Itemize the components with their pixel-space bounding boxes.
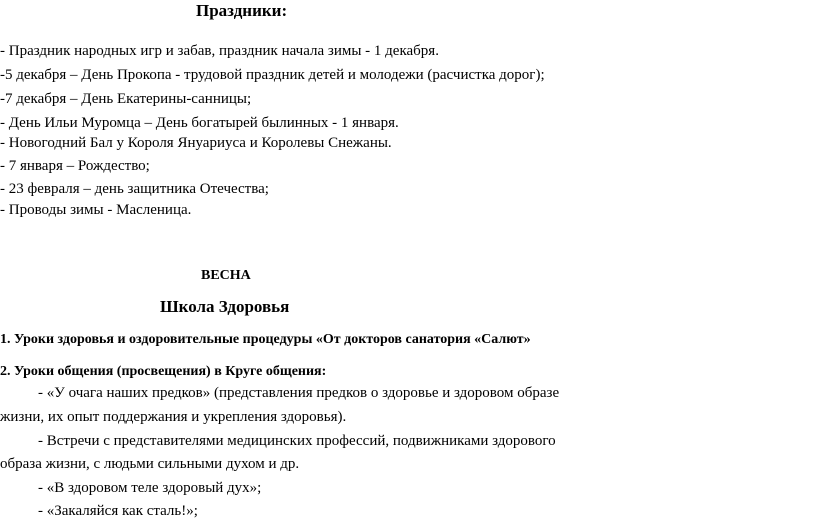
list-item: образа жизни, с людьми сильными духом и др.	[0, 456, 300, 472]
holiday-item: - 23 февраля – день защитника Отечества;	[0, 181, 269, 197]
holiday-item: - Новогодний Бал у Короля Януариуса и Королевы Снежаны.	[0, 135, 392, 151]
list-item: - «У очага наших предков» (представления предков о здоровье и здоровом образе	[38, 385, 560, 401]
list-item: жизни, их опыт поддержания и укрепления здоровья).	[0, 409, 347, 425]
holiday-item: - 7 января – Рождество;	[0, 158, 150, 174]
holiday-item: - День Ильи Муромца – День богатырей былинных - 1 января.	[0, 115, 399, 131]
list-item: - «Закаляйся как сталь!»;	[38, 503, 198, 519]
holiday-item: -5 декабря – День Прокопа - трудовой праздник детей и молодежи (расчистка дорог);	[0, 67, 545, 83]
holiday-item: - Праздник народных игр и забав, праздник начала зимы - 1 декабря.	[0, 43, 439, 59]
section-heading-2: 2. Уроки общения (просвещения) в Круге общения:	[0, 364, 327, 379]
school-title: Школа Здоровья	[160, 297, 290, 316]
holiday-item: -7 декабря – День Екатерины-санницы;	[0, 91, 252, 107]
list-item: - «В здоровом теле здоровый дух»;	[38, 480, 262, 496]
list-item: - Встречи с представителями медицинских профессий, подвижниками здорового	[38, 433, 556, 449]
holiday-item: - Проводы зимы - Масленица.	[0, 202, 192, 218]
section-heading-1: 1. Уроки здоровья и оздоровительные процедуры «От докторов санатория «Салют»	[0, 332, 531, 347]
season-heading: ВЕСНА	[201, 268, 251, 283]
page-title: Праздники:	[196, 1, 288, 20]
